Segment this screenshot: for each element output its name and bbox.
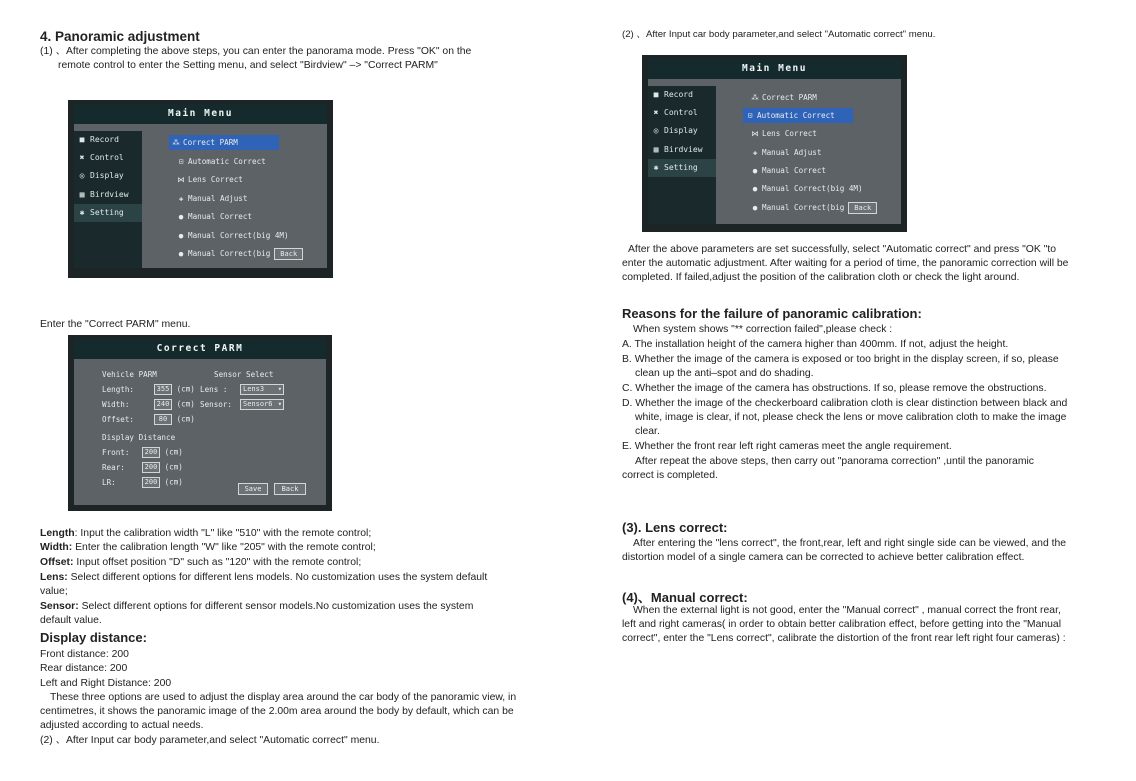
save-button: Save bbox=[238, 483, 268, 495]
rear-distance: Rear distance: 200 bbox=[40, 663, 128, 674]
lens-select: Lens3 ▾ bbox=[240, 384, 284, 395]
sidebar-item-control-2: ✖ Control bbox=[648, 104, 716, 122]
setting-icon: ✱ bbox=[653, 163, 659, 172]
after-para-2: enter the automatic adjustment. After waiting for a period of time, the panoramic correction will be bbox=[622, 258, 1069, 269]
correct-parm-icon: ⁂ bbox=[172, 138, 180, 147]
sidebar-item-birdview: ▦ Birdview bbox=[74, 186, 142, 204]
param-offset: Offset: Input offset position "D" such as "120" with the remote control; bbox=[40, 557, 362, 568]
menu-item-manual-correct-big-4m-2: ● Manual Correct(big 4M) bbox=[748, 181, 863, 196]
lr-field: 200 bbox=[142, 477, 160, 488]
after-para-1: After the above parameters are set successfully, select "Automatic correct" and press "OK "to bbox=[628, 244, 1057, 255]
correct-parm-title: Correct PARM bbox=[74, 339, 326, 359]
intro-line-2: remote control to enter the Setting menu, and select "Birdview" –> "Correct PARM" bbox=[58, 60, 438, 71]
display-para-2: centimetres, it shows the panoramic image of the 2.00m area around the body by default, which can be bbox=[40, 706, 514, 717]
front-distance: Front distance: 200 bbox=[40, 649, 129, 660]
param-length: Length: Input the calibration width "L" like "510" with the remote control; bbox=[40, 528, 372, 539]
osd-correct-parm bbox=[74, 339, 326, 505]
sidebar-item-control: ✖ Control bbox=[74, 149, 142, 167]
manual-para-1: When the external light is not good, enter the "Manual correct" , manual correct the front rear, bbox=[633, 605, 1061, 616]
control-icon: ✖ bbox=[79, 153, 85, 162]
person-icon: ● bbox=[178, 231, 184, 240]
param-lens: Lens: Select different options for different lens models. No customization uses the system default bbox=[40, 572, 488, 583]
reasons-line-a: A. The installation height of the camera higher than 400mm. If not, adjust the height. bbox=[622, 339, 1009, 350]
sidebar-item-birdview-2: ▦ Birdview bbox=[648, 141, 716, 159]
param-width: Width: Enter the calibration length "W" like "205" with the remote control; bbox=[40, 542, 376, 553]
automatic-correct-icon: ⊡ bbox=[178, 157, 184, 166]
menu-item-manual-adjust-2: ✚ Manual Adjust bbox=[748, 145, 821, 160]
record-icon: ■ bbox=[653, 90, 659, 99]
param-sensor: Sensor: Select different options for different sensor models.No customization uses the system bbox=[40, 601, 474, 612]
sidebar-item-setting-2: ✱ Setting bbox=[648, 159, 716, 177]
manual-para-2: left and right cameras( in order to obtain better calibration effect, before getting into the "Manual bbox=[622, 619, 1062, 630]
person-icon: ● bbox=[752, 166, 758, 175]
reasons-line-d-cont-2: clear. bbox=[635, 426, 660, 437]
lr-distance: Left and Right Distance: 200 bbox=[40, 678, 172, 689]
display-icon: ◎ bbox=[79, 171, 85, 180]
person-icon: ● bbox=[178, 212, 184, 221]
person-icon: ● bbox=[752, 184, 758, 193]
menu-item-manual-correct-big-4m: ● Manual Correct(big 4M) bbox=[174, 228, 289, 243]
width-row: Width: 240 (cm) bbox=[102, 399, 195, 409]
display-para-3: adjusted according to actual needs. bbox=[40, 720, 204, 731]
sidebar-item-record-2: ■ Record bbox=[648, 86, 716, 104]
length-field: 355 bbox=[154, 384, 172, 395]
osd-sidebar bbox=[74, 131, 142, 268]
lens-correct-icon: ⋈ bbox=[177, 175, 185, 184]
display-distance-title: Display distance: bbox=[40, 630, 147, 645]
sensor-select: Sensor6 ▾ bbox=[240, 399, 284, 410]
display-distance-label: Display Distance bbox=[102, 433, 176, 442]
lens-correct-title: (3). Lens correct: bbox=[622, 520, 728, 535]
width-field: 240 bbox=[154, 399, 172, 410]
menu-item-manual-correct-big: ● Manual Correct(big Back bbox=[174, 246, 303, 261]
osd-sidebar-2 bbox=[648, 86, 716, 224]
menu-item-lens-correct: ⋈ Lens Correct bbox=[174, 172, 243, 187]
back-button: Back bbox=[848, 202, 877, 214]
reasons-line-d-cont: white, image is clear, if not, please check the lens or move calibration cloth to make the image bbox=[635, 412, 1067, 423]
back-button: Back bbox=[274, 248, 303, 260]
sidebar-item-display-2: ◎ Display bbox=[648, 122, 716, 140]
menu-item-manual-correct: ● Manual Correct bbox=[174, 209, 252, 224]
caption-correct-parm: Enter the "Correct PARM" menu. bbox=[40, 319, 191, 330]
birdview-icon: ▦ bbox=[653, 145, 659, 154]
sidebar-item-record: ■ Record bbox=[74, 131, 142, 149]
rear-row: Rear: 200 (cm) bbox=[102, 462, 183, 472]
correct-parm-icon: ⁂ bbox=[751, 93, 759, 102]
manual-correct-title: (4)、Manual correct: bbox=[622, 590, 748, 605]
menu-item-manual-correct-big-2: ● Manual Correct(big Back bbox=[748, 200, 877, 215]
after-para-3: completed. If failed,adjust the position of the calibration cloth or check the light around. bbox=[622, 272, 1020, 283]
param-lens-cont: value; bbox=[40, 586, 68, 597]
lr-row: LR: 200 (cm) bbox=[102, 477, 183, 487]
manual-para-3: correct", enter the "Lens correct", calibrate the distortion of the front rear left right four cameras) : bbox=[622, 633, 1066, 644]
reasons-title: Reasons for the failure of panoramic calibration: bbox=[622, 306, 922, 321]
main-menu-screenshot-1 bbox=[68, 100, 333, 278]
lens-correct-icon: ⋈ bbox=[751, 129, 759, 138]
osd-main-menu-1 bbox=[74, 104, 327, 268]
param-sensor-cont: default value. bbox=[40, 615, 102, 626]
lens-para-1: After entering the "lens correct", the front,rear, left and right single side can be viewed, and the bbox=[633, 538, 1067, 549]
offset-row: Offset: 80 (cm) bbox=[102, 414, 195, 424]
menu-item-correct-parm: ⁂ Correct PARM bbox=[169, 135, 279, 150]
lens-row: Lens : Lens3 ▾ bbox=[200, 384, 284, 395]
sidebar-item-display: ◎ Display bbox=[74, 167, 142, 185]
reasons-repeat-2: correct is completed. bbox=[622, 470, 718, 481]
intro-line-1: (1) 、After completing the above steps, you can enter the panorama mode. Press "OK" on the bbox=[40, 46, 472, 57]
vehicle-parm-label: Vehicle PARM bbox=[102, 370, 157, 379]
menu-item-automatic-correct: ⊡ Automatic Correct bbox=[174, 154, 266, 169]
automatic-correct-icon: ⊡ bbox=[747, 111, 753, 120]
reasons-repeat-1: After repeat the above steps, then carry out "panorama correction" ,until the panoramic bbox=[635, 456, 1034, 467]
correct-parm-screenshot bbox=[68, 335, 332, 511]
rear-field: 200 bbox=[142, 462, 160, 473]
reasons-line-d: D. Whether the image of the checkerboard calibration cloth is clear distinction between black and bbox=[622, 398, 1068, 409]
menu-item-manual-adjust: ✚ Manual Adjust bbox=[174, 191, 247, 206]
menu-item-manual-correct-2: ● Manual Correct bbox=[748, 163, 826, 178]
reasons-line-b: B. Whether the image of the camera is exposed or too bright in the display screen, if so, please bbox=[622, 354, 1059, 365]
birdview-icon: ▦ bbox=[79, 190, 85, 199]
section-title-panoramic-adjustment: 4. Panoramic adjustment bbox=[40, 29, 200, 44]
front-row: Front: 200 (cm) bbox=[102, 447, 183, 457]
main-menu-title-2: Main Menu bbox=[648, 59, 901, 79]
manual-adjust-icon: ✚ bbox=[178, 194, 184, 203]
control-icon: ✖ bbox=[653, 108, 659, 117]
menu-item-lens-correct-2: ⋈ Lens Correct bbox=[748, 126, 817, 141]
sensor-row: Sensor: Sensor6 ▾ bbox=[200, 399, 284, 410]
back-button: Back bbox=[274, 483, 306, 495]
front-field: 200 bbox=[142, 447, 160, 458]
display-icon: ◎ bbox=[653, 126, 659, 135]
reasons-line-c: C. Whether the image of the camera has obstructions. If so, please remove the obstructions. bbox=[622, 383, 1047, 394]
reasons-line-0: When system shows "** correction failed",please check : bbox=[633, 324, 893, 335]
record-icon: ■ bbox=[79, 135, 85, 144]
reasons-line-e: E. Whether the front rear left right cameras meet the angle requirement. bbox=[622, 441, 952, 452]
menu-item-automatic-correct-2: ⊡ Automatic Correct bbox=[743, 108, 853, 123]
manual-adjust-icon: ✚ bbox=[752, 148, 758, 157]
person-icon: ● bbox=[752, 203, 758, 212]
display-para-1: These three options are used to adjust the display area around the car body of the panoramic view, in bbox=[50, 692, 517, 703]
osd-main-menu-2 bbox=[648, 59, 901, 224]
reasons-line-b-cont: clean up the anti–spot and do shading. bbox=[635, 368, 814, 379]
setting-icon: ✱ bbox=[79, 208, 85, 217]
length-row: Length: 355 (cm) bbox=[102, 384, 195, 394]
offset-field: 80 bbox=[154, 414, 172, 425]
menu-item-correct-parm-2: ⁂ Correct PARM bbox=[748, 90, 817, 105]
person-icon: ● bbox=[178, 249, 184, 258]
main-menu-screenshot-2 bbox=[642, 55, 907, 232]
left-step-2: (2) 、After Input car body parameter,and select "Automatic correct" menu. bbox=[40, 735, 380, 746]
main-menu-title: Main Menu bbox=[74, 104, 327, 124]
sidebar-item-setting: ✱ Setting bbox=[74, 204, 142, 222]
right-step-2: (2) 、After Input car body parameter,and select "Automatic correct" menu. bbox=[622, 29, 936, 40]
sensor-select-label: Sensor Select bbox=[214, 370, 274, 379]
lens-para-2: distortion model of a single camera can be corrected to achieve better calibration effect. bbox=[622, 552, 1025, 563]
